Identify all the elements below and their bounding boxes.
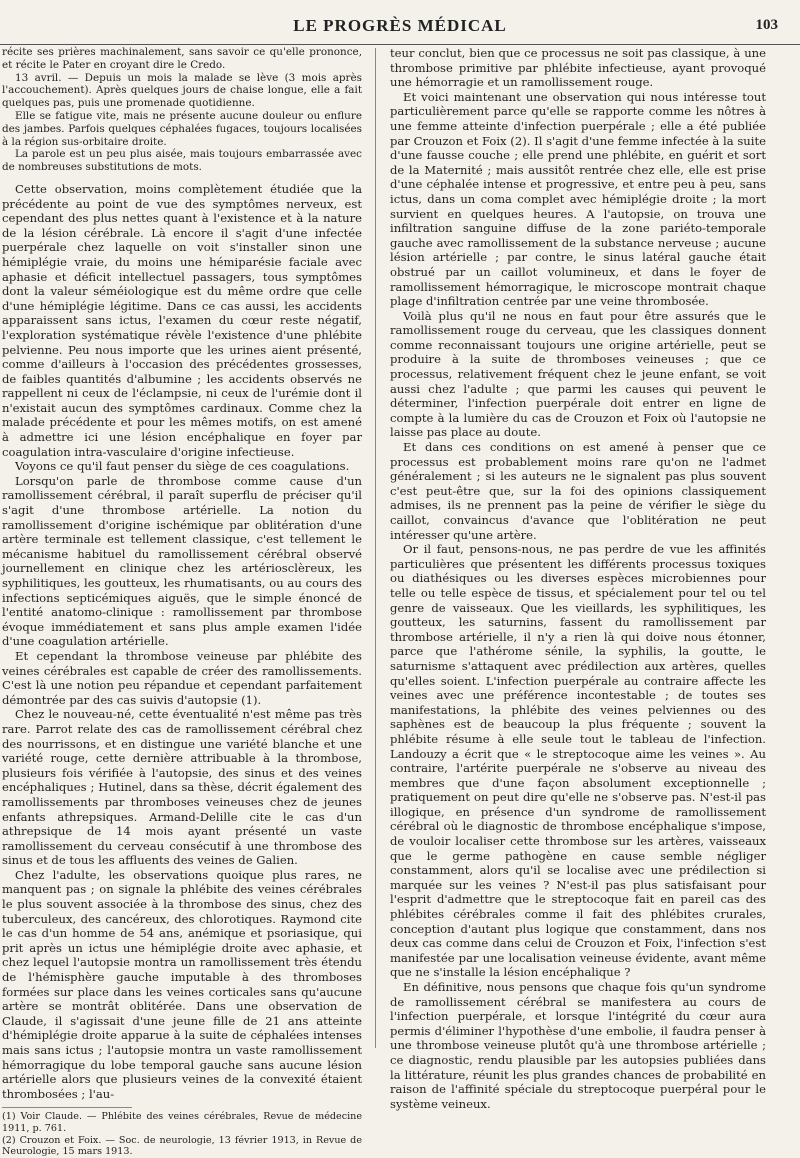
body-paragraph: Voilà plus qu'il ne nous en faut pour être assurés que le ramollissement rouge du cerveau, que les classiques donnent comme reconnaissant toujours une origine artérielle, peut se produire à la suite de thromboses veineuses ; que ce processus, relativement fréquent chez le jeune enfant, se voit aussi chez l'adulte ; que parmi les causes qui peuvent le déterminer, l'infection puerpérale doit entrer en ligne de compte à la lumière du cas de Crouzon et Foix où l'autopsie ne laisse pas place au doute. (390, 308, 766, 440)
column-divider (375, 48, 376, 1048)
page-header (0, 10, 800, 38)
body-paragraph: Cette observation, moins complètement étudiée que la précédente au point de vue des symptômes nerveux, est cependant des plus nettes quant à l'existence et à la nature de la lésion cérébrale. Là encore il s'agit d'une infectée puerpérale chez laquelle on voit s'installer sinon une hémiplégie vraie, du moins une hémiparésie faciale avec aphasie et déficit intellectuel passagers, tous symptômes dont la valeur séméiologique est du même ordre que celle d'une hémiplégie légitime. Dans ce cas aussi, les accidents apparaissent sans ictus, l'examen du cœur reste négatif, l'exploration systématique révèle l'existence d'une phlébite pelvienne. Peu nous importe que les urines aient présenté, comme d'ailleurs à l'occasion des précédentes grossesses, de faibles quantités d'albumine ; les accidents observés ne rappellent ni ceux de l'éclampsie, ni ceux de l'urémie dont il n'existait aucun des symptômes cardinaux. Comme chez la malade précédente et pour les mêmes motifs, on est amené à admettre ici une lésion encéphalique en foyer par coagulation intra-vasculaire d'origine infectieuse. (2, 181, 362, 459)
case-text: récite ses prières machinalement, sans savoir ce qu'elle prononce, et récite le Pater en croyant dire le Credo. (2, 46, 362, 71)
right-column (390, 46, 766, 1111)
left-column (2, 46, 362, 1158)
body-paragraph: teur conclut, bien que ce processus ne soit pas classique, à une thrombose primitive par phlébite infectieuse, ayant provoqué une hémorragie et un ramollissement rouge. (390, 46, 766, 90)
body-paragraph: Or il faut, pensons-nous, ne pas perdre de vue les affinités particulières que présentent les différents processus toxiques ou diathésiques ou les diverses espèces microbiennes pour telle ou telle espèce de tissus, et spécialement pour tel ou tel genre de vaisseaux. Que les vieillards, les syphilitiques, les goutteux, les saturnins, fassent du ramollissement par thrombose artérielle, il n'y a rien là qui doive nous étonner, parce que l'athérome sénile, la syphilis, la goutte, le saturnisme s'attaquent avec prédilection aux artères, quelles qu'elles soient. L'infection puerpérale au contraire affecte les veines avec une préférence incontestable ; de toutes ses manifestations, la phlébite des veines pelviennes ou des saphènes est de beaucoup la plus fréquente ; souvent la phlébite résume à elle seule tout le tableau de l'infection. Landouzy a écrit que « le streptocoque aime les veines ». Au contraire, l'artérite puerpérale ne s'observe au niveau des membres que d'une façon absolument exceptionnelle ; pratiquement on peut dire qu'elle ne s'observe pas. N'est-il pas illogique, en présence d'un syndrome de ramollissement cérébral où le diagnostic de thrombose encéphalique s'impose, de vouloir localiser cette thrombose sur les artères, vaisseaux que le germe pathogène en cause semble négliger constamment, alors qu'il se localise avec une prédilection si marquée sur les veines ? N'est-il pas plus satisfaisant pour l'esprit d'admettre que le streptocoque fait en pareil cas des phlébites cérébrales comme il fait des phlébites crurales, conception d'autant plus logique que constamment, dans nos deux cas comme dans celui de Crouzon et Foix, l'infection s'est manifestée par une localisation veineuse évidente, avant même que ne s'installe la lésion encéphalique ? (390, 542, 766, 980)
body-paragraph: Et cependant la thrombose veineuse par phlébite des veines cérébrales est capable de créer des ramollissements. C'est là une notion peu répandue et cependant parfaitement démontrée par des cas suivis d'autopsie (1). (2, 648, 362, 707)
header-rule (0, 44, 800, 45)
page-number: 103 (755, 17, 778, 33)
case-text: Elle se fatigue vite, mais ne présente aucune douleur ou enflure des jambes. Parfois quelques céphalées fugaces, toujours localisées à la région sus-orbitaire droite. (2, 109, 362, 148)
case-text: 13 avril. — Depuis un mois la malade se lève (3 mois après l'accouchement). Après quelques jours de chaise longue, elle a fait quelques pas, puis une promenade quotidienne. (2, 71, 362, 110)
body-paragraph: En définitive, nous pensons que chaque fois qu'un syndrome de ramollissement cérébral se manifestera au cours de l'infection puerpérale, et lorsque l'intégrité du cœur aura permis d'éliminer l'hypothèse d'une embolie, il faudra penser à une thrombose veineuse plutôt qu'à une thrombose artérielle ; ce diagnostic, rendu plausible par les autopsies publiées dans la littérature, réunit les plus grandes chances de probabilité en raison de l'affinité spéciale du streptocoque puerpéral pour le système veineux. (390, 980, 766, 1111)
body-paragraph: Chez le nouveau-né, cette éventualité n'est même pas très rare. Parrot relate des cas de ramollissement cérébral chez des nourrissons, et en distingue une variété blanche et une variété rouge, cette dernière attribuable à la thrombose, plusieurs fois vérifiée à l'autopsie, des sinus et des veines encéphaliques ; Hutinel, dans sa thèse, décrit également des ramollissements par thromboses veineuses chez de jeunes enfants athrepsiques. Armand-Delille cite le cas d'un athrepsique de 14 mois ayant présenté un vaste ramollissement du cerveau consécutif à une thrombose des sinus et de tous les affluents des veines de Galien. (2, 707, 362, 868)
spacer (2, 174, 362, 182)
body-paragraph: Chez l'adulte, les observations quoique plus rares, ne manquent pas ; on signale la phlébite des veines cérébrales le plus souvent associée à la thrombose des sinus, chez des tuberculeux, des cancéreux, des chlorotiques. Raymond cite le cas d'un homme de 54 ans, anémique et psoriasique, qui prit après un ictus une hémiplégie droite avec aphasie, et chez lequel l'autopsie montra un ramollissement très étendu de l'hémisphère gauche imputable à des thromboses formées sur place dans les veines corticales sans qu'aucune artère se montrât oblitérée. Dans une observation de Claude, il s'agissait d'une jeune fille de 21 ans atteinte d'hémiplégie droite apparue à la suite de céphalées intenses mais sans ictus ; l'autopsie montra un vaste ramollissement hémorragique du lobe temporal gauche sans aucune lésion artérielle alors que plusieurs veines de la convexité étaient thrombosées ; l'au- (2, 867, 362, 1101)
body-paragraph: Voyons ce qu'il faut penser du siège de ces coagulations. (15, 459, 350, 474)
body-paragraph: Et dans ces conditions on est amené à penser que ce processus est probablement moins rare qu'on ne l'admet généralement ; si les auteurs ne le signalent pas plus souvent c'est peut-être que, sur la foi des opinions classiquement admises, ils ne prennent pas la peine de vérifier le siège du caillot, convaincus d'avance que l'oblitération ne peut intéresser qu'une artère. (390, 440, 766, 542)
footnote: (2) Crouzon et Foix. — Soc. de neurologie, 13 février 1913, in Revue de Neurologie, 15 mars 1913. (2, 1134, 362, 1158)
footnote: (1) Voir Claude. — Phlébite des veines cérébrales, Revue de médecine 1911, p. 761. (2, 1111, 362, 1134)
case-text: La parole est un peu plus aisée, mais toujours embarrassée avec de nombreuses substitutions de mots. (2, 148, 362, 174)
body-paragraph: Et voici maintenant une observation qui nous intéresse tout particulièrement parce qu'elle se rapporte comme les nôtres à une femme atteinte d'infection puerpérale ; elle a été publiée par Crouzon et Foix (2). Il s'agit d'une femme infectée à la suite d'une fausse couche ; elle prend une phlébite, en guérit et sort de la Maternité ; mais aussitôt rentrée chez elle, elle est prise d'une céphalée intense et progressive, et entre peu à peu, sans ictus, dans un coma complet avec hémiplégie droite ; la mort survient en quelques heures. A l'autopsie, on trouva une infiltration sanguine diffuse de la zone pariéto-temporale gauche avec ramollissement de la substance nerveuse ; aucune lésion artérielle ; par contre, le sinus latéral gauche était obstrué par un caillot volumineux, et dans le foyer de ramollissement hémorragique, le microscope montrait chaque plage d'infiltration centrée par une veine thrombosée. (390, 89, 766, 309)
body-paragraph: Lorsqu'on parle de thrombose comme cause d'un ramollissement cérébral, il paraît superflu de préciser qu'il s'agit d'une thrombose artérielle. La notion du ramollissement d'origine ischémique par oblitération d'une artère terminale est tellement classique, c'est tellement le mécanisme habituel du ramollissement cérébral observé journellement en clinique chez les artériosclèreux, les syphilitiques, les goutteux, les rhumatisants, ou au cours des infections septicémiques aiguës, que le simple énoncé de l'entité anatomo-clinique : ramollissement par thrombose évoque immédiatement et sans plus ample examen l'idée d'une coagulation artérielle. (2, 473, 362, 649)
running-title: LE PROGRÈS MÉDICAL (293, 16, 507, 35)
